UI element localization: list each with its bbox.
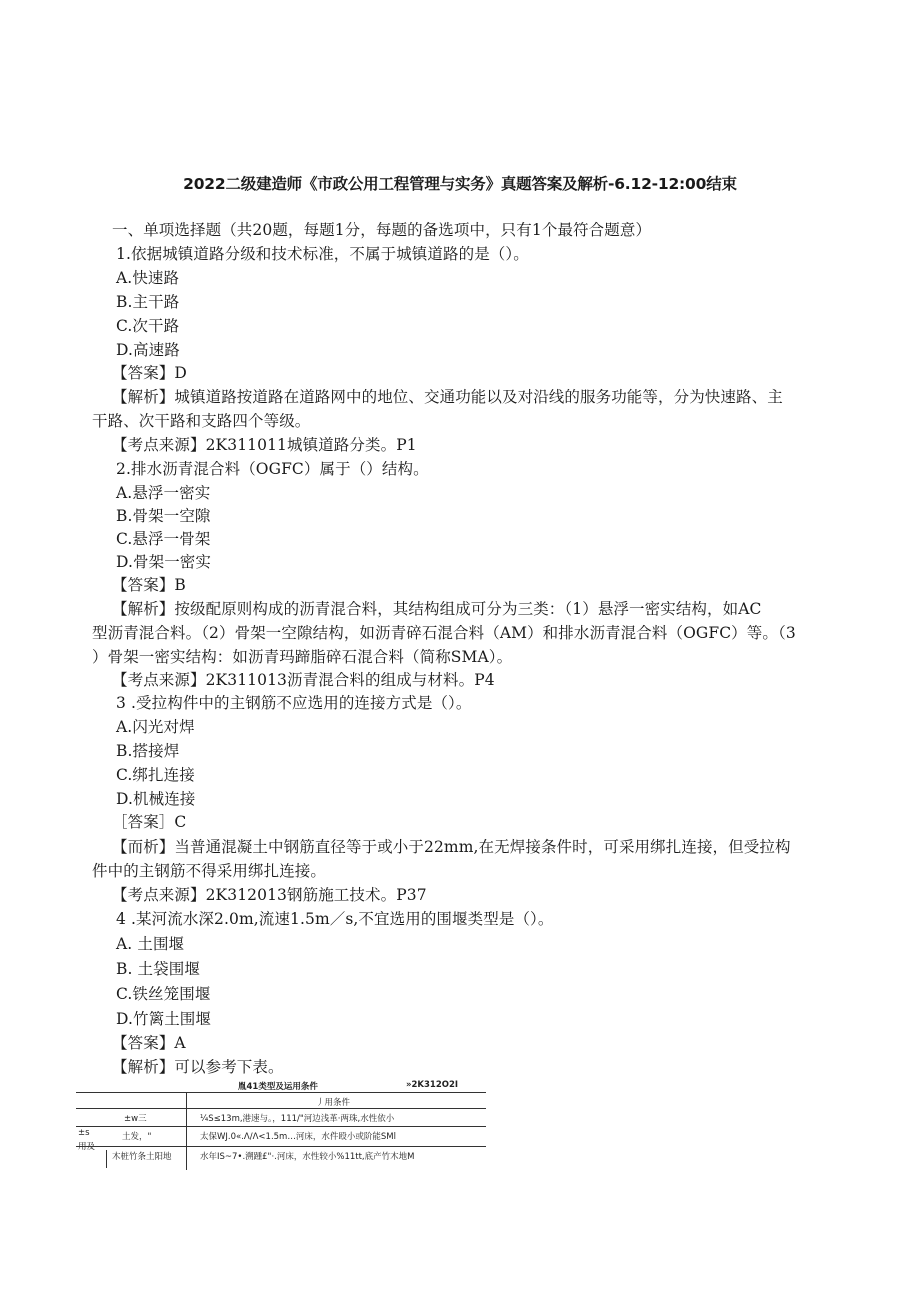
analysis-line: 【解析】按级配原则构成的沥青混合料，其结构组成可分为三类：（1）悬浮一密实结构，如AC bbox=[112, 600, 762, 618]
table-rule bbox=[76, 1146, 486, 1147]
analysis-line: 【解析】城镇道路按道路在道路网中的地位、交通功能以及对沿线的服务功能等，分为快速路、主 bbox=[112, 388, 783, 406]
source-line: 【考点来源】2K311011城镇道路分类。P1 bbox=[112, 436, 417, 454]
table-cell-type: ±w三 bbox=[124, 1114, 147, 1124]
question-option: D.机械连接 bbox=[116, 790, 196, 808]
table-cell-type: 土发，" bbox=[122, 1132, 152, 1142]
answer-line: 【答案】B bbox=[112, 576, 186, 594]
question-option: A.快速路 bbox=[116, 269, 180, 287]
source-line: 【考点来源】2K311013沥青混合料的组成与材料。P4 bbox=[112, 671, 495, 689]
question-option: B. 土袋围堰 bbox=[116, 960, 200, 978]
question-option: D.高速路 bbox=[116, 341, 180, 359]
question-option: C.悬浮一骨架 bbox=[116, 530, 211, 548]
table-cell-condition: 水年IS~7•.溯踵£"·.河床，水性较小%11tt,底产竹木地M bbox=[200, 1152, 415, 1162]
analysis-line: 型沥青混合料。（2）骨架一空隙结构，如沥青碎石混合料（AM）和排水沥青混合料（OGFC）等。（3 bbox=[92, 624, 796, 642]
analysis-line: 【解析】可以参考下表。 bbox=[112, 1058, 284, 1076]
answer-line: ［答案］C bbox=[112, 813, 187, 831]
source-line: 【考点来源】2K312013钢筋施工技术。P37 bbox=[112, 886, 427, 904]
table-divider bbox=[186, 1092, 187, 1170]
table-header: 丿用条件 bbox=[316, 1098, 351, 1108]
table-reference: »2K312O2I bbox=[406, 1080, 459, 1090]
table-rule bbox=[76, 1126, 486, 1127]
question-option: C.绑扎连接 bbox=[116, 766, 195, 784]
question-stem: 2.排水沥青混合料（OGFC）属于（）结构。 bbox=[116, 460, 429, 478]
table-rule bbox=[76, 1092, 486, 1093]
question-stem: 4 .某河流水深2.0m,流速1.5m／s,不宜选用的围堰类型是（）。 bbox=[116, 910, 554, 928]
table-cell-condition: ¼S≤13m,港速与。，111/"河边浅革·两珠,水性依小 bbox=[200, 1114, 395, 1124]
question-stem: 3 .受拉构件中的主钢筋不应选用的连接方式是（）。 bbox=[116, 694, 472, 712]
question-option: A.闪光对焊 bbox=[116, 718, 195, 736]
cofferdam-table bbox=[76, 1080, 486, 1170]
question-option: D.竹篱土围堰 bbox=[116, 1010, 212, 1028]
analysis-line: ）骨架一密实结构：如沥青玛蹄脂碎石混合料（简称SMA）。 bbox=[92, 648, 513, 666]
document-title: 2022二级建造师《市政公用工程管理与实务》真题答案及解析-6.12-12:00结束 bbox=[183, 175, 737, 193]
question-option: D.骨架一密实 bbox=[116, 553, 212, 571]
question-option: C.铁丝笼围堰 bbox=[116, 985, 211, 1003]
analysis-line: 干路、次干路和支路四个等级。 bbox=[92, 412, 311, 430]
table-side-label: 用及 bbox=[78, 1142, 96, 1152]
table-cell-type: 木桩竹条土阳地 bbox=[112, 1152, 172, 1162]
table-side-label: ±s bbox=[78, 1128, 90, 1138]
question-option: C.次干路 bbox=[116, 317, 180, 335]
analysis-line: 【而析】当普通混凝土中钢筋直径等于或小于22mm,在无焊接条件时，可采用绑扎连接，但受拉构 bbox=[112, 838, 791, 856]
question-option: A.悬浮一密实 bbox=[116, 484, 211, 502]
table-cell-condition: 太保WJ.0«.Λ/Λ<1.5m…河床，水件殴小或阶能SMl bbox=[200, 1132, 396, 1142]
table-rule bbox=[76, 1108, 486, 1109]
question-option: B.骨架一空隙 bbox=[116, 507, 211, 525]
table-divider bbox=[106, 1150, 107, 1168]
answer-line: 【答案】D bbox=[112, 364, 187, 382]
question-stem: 1.依据城镇道路分级和技术标准，不属于城镇道路的是（）。 bbox=[116, 245, 529, 263]
question-option: B.搭接焊 bbox=[116, 742, 180, 760]
table-caption: 胤41类型及运用条件 bbox=[238, 1082, 318, 1092]
analysis-line: 件中的主钢筋不得采用绑扎连接。 bbox=[92, 862, 327, 880]
section-heading: 一、单项选择题（共20题，每题1分，每题的备选项中，只有1个最符合题意） bbox=[112, 221, 652, 239]
question-option: A. 土围堰 bbox=[116, 935, 185, 953]
answer-line: 【答案】A bbox=[112, 1034, 186, 1052]
question-option: B.主干路 bbox=[116, 293, 180, 311]
